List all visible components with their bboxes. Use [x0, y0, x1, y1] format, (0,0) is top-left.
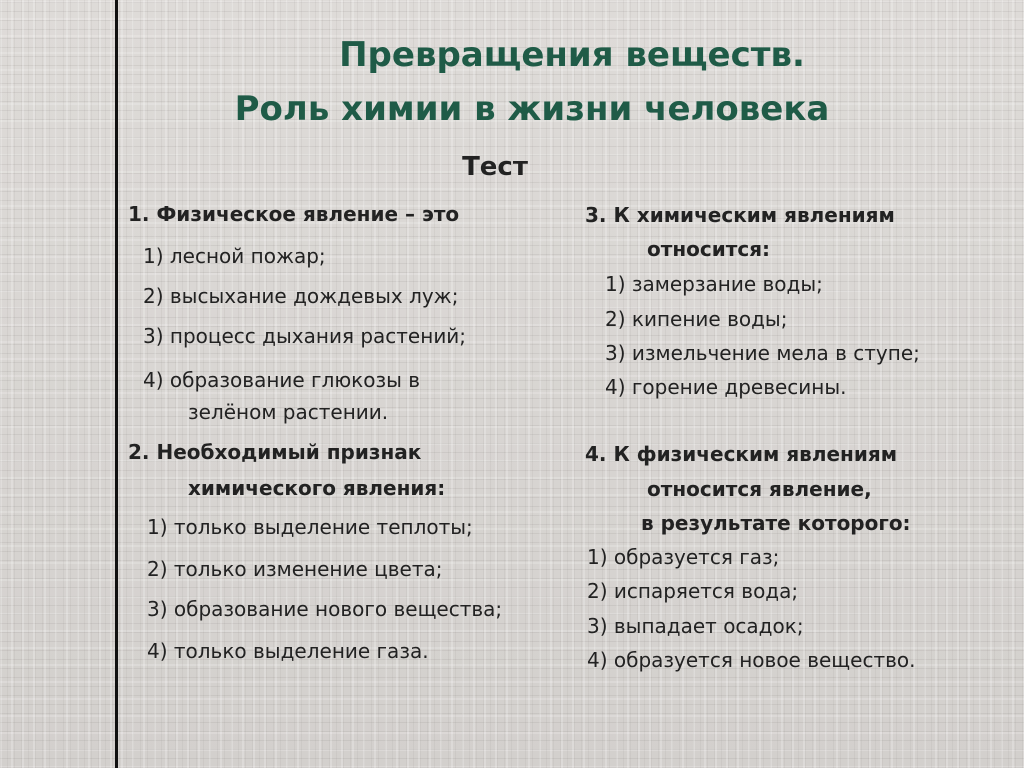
page-title-line-2: Роль химии в жизни человека [234, 89, 830, 129]
question-2-option-2: 2) только изменение цвета; [147, 557, 443, 581]
question-1-title: 1. Физическое явление – это [128, 202, 460, 226]
question-2-title: 2. Необходимый признак [128, 440, 422, 464]
question-1-option-4-cont: зелёном растении. [188, 400, 389, 424]
question-4-option-3: 3) выпадает осадок; [587, 614, 804, 638]
question-1-option-4: 4) образование глюкозы в [143, 368, 421, 392]
question-4-option-2: 2) испаряется вода; [587, 579, 799, 603]
question-4-title-cont-1: относится явление, [647, 477, 872, 501]
question-3-title-cont: относится: [647, 237, 771, 261]
question-3-option-2: 2) кипение воды; [605, 307, 788, 331]
question-4-option-1: 1) образуется газ; [587, 545, 780, 569]
question-1-option-1: 1) лесной пожар; [143, 244, 326, 268]
test-subtitle: Тест [462, 152, 528, 182]
question-4-title-cont-2: в результате которого: [641, 511, 911, 535]
question-4-title: 4. К физическим явлениям [585, 442, 898, 466]
question-2-title-cont: химического явления: [188, 476, 446, 500]
page-title-line-1: Превращения веществ. [339, 35, 805, 75]
question-2-option-4: 4) только выделение газа. [147, 639, 429, 663]
question-1-option-3: 3) процесс дыхания растений; [143, 324, 467, 348]
question-1-option-2: 2) высыхание дождевых луж; [143, 284, 459, 308]
question-3-title: 3. К химическим явлениям [585, 203, 895, 227]
question-3-option-3: 3) измельчение мела в ступе; [605, 341, 920, 365]
question-3-option-1: 1) замерзание воды; [605, 272, 823, 296]
question-4-option-4: 4) образуется новое вещество. [587, 648, 916, 672]
question-2-option-1: 1) только выделение теплоты; [147, 515, 473, 539]
question-3-option-4: 4) горение древесины. [605, 375, 847, 399]
question-2-option-3: 3) образование нового вещества; [147, 597, 503, 621]
